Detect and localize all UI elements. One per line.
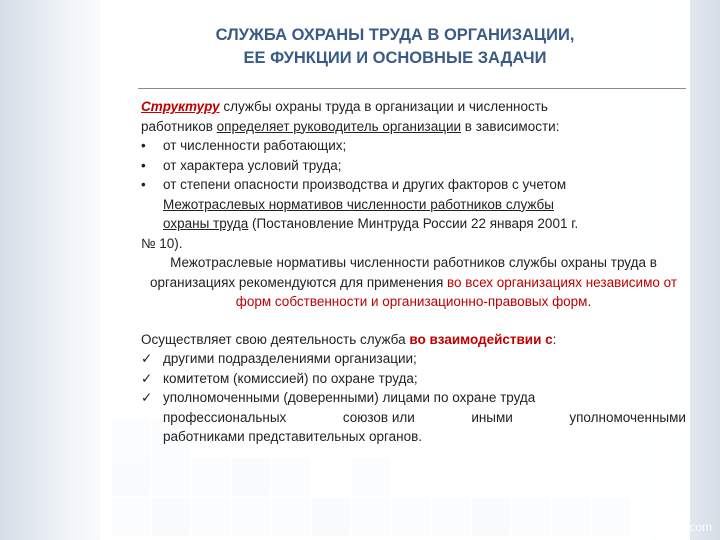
list-item-continuation: профессиональных союзов или иными уполномоченными [163, 409, 686, 425]
norms-underlined: охраны труда [163, 216, 249, 231]
structure-text: службы охраны труда в организации и численность [219, 99, 548, 114]
title-divider [138, 88, 686, 89]
list-item: • от степени опасности производства и других факторов с учетом [141, 177, 567, 192]
structure-underlined: определяет руководитель организации [216, 118, 462, 134]
norms-line-1: Межотраслевых нормативов численности работников службы [163, 196, 554, 212]
check-icon: ✓ [141, 390, 153, 405]
structure-keyword: Структуру [141, 99, 220, 114]
title-line-2: ЕЕ ФУНКЦИИ И ОСНОВНЫЕ ЗАДАЧИ [243, 49, 547, 67]
slide-content [100, 0, 690, 540]
structure-text-2: работников [141, 118, 217, 134]
norms-line-3: № 10). [141, 235, 183, 251]
highlight-interaction: во взаимодействии с [409, 331, 553, 347]
paragraph-structure-line-2 [141, 117, 686, 137]
list-item-continuation-end: работниками представительных органов. [163, 429, 423, 444]
list-item: ✓ другими подразделениями организации; [141, 349, 686, 369]
slide-title [100, 24, 690, 70]
check-icon: ✓ [141, 351, 153, 366]
norms-reference: (Постановление Минтруда России 22 января 2001 г. [248, 216, 579, 231]
slide-body [141, 97, 686, 447]
list-item: ✓ уполномоченными (доверенными) лицами по охране труда [141, 388, 686, 408]
paragraph-structure-line-1 [141, 97, 686, 117]
list-item: • от характера условий труда; [141, 157, 342, 173]
norms-line-2 [141, 214, 686, 234]
title-line-1: СЛУЖБА ОХРАНЫ ТРУДА В ОРГАНИЗАЦИИ, [215, 26, 575, 44]
check-icon: ✓ [141, 370, 153, 386]
highlight-all-organizations: во всех организациях независимо от форм собственности и организационно-правовых форм [235, 274, 678, 309]
paragraph-interaction: Осуществляет свою деятельность служба во взаимодействии с: [141, 331, 557, 347]
watermark-text: fppt.com [665, 520, 712, 534]
structure-text-3: в зависимости: [461, 118, 560, 134]
list-item: • от численности работающих; [141, 138, 347, 153]
paragraph-norms-recommendation: Межотраслевые нормативы численности работников службы охраны труда в организациях рекомендуются для применения во всех организациях независимо от форм собственности и организационно-правовых форм. [149, 255, 678, 309]
list-item: ✓ комитетом (комиссией) по охране труда; [141, 369, 686, 389]
